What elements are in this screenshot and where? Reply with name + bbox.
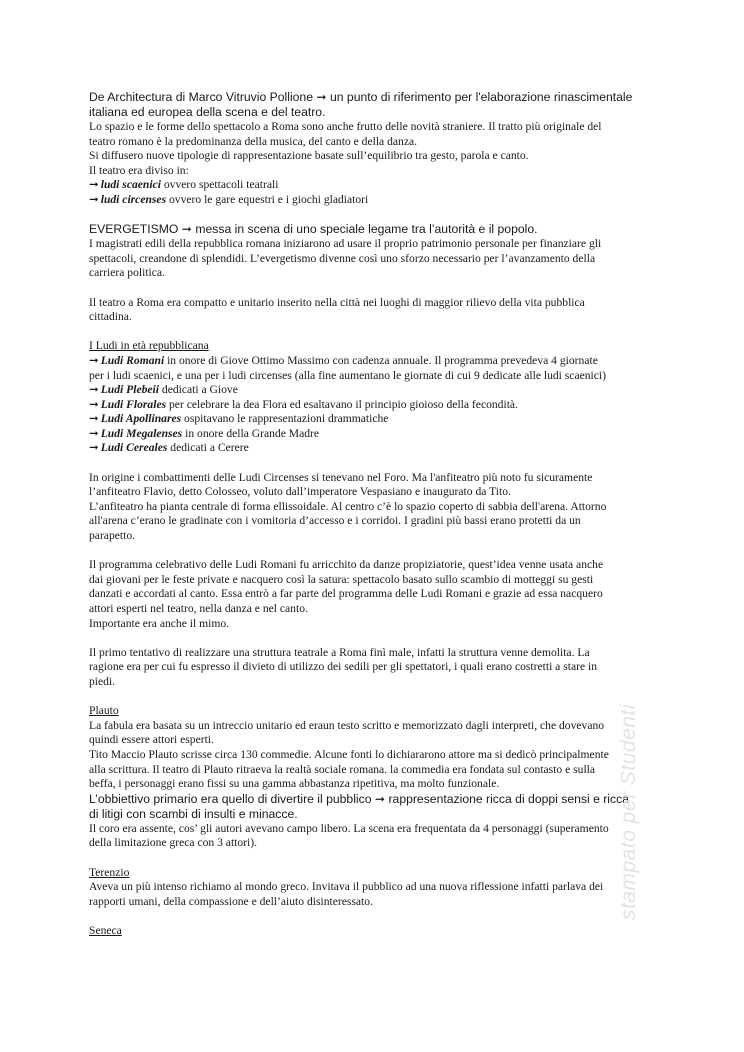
seneca-section xyxy=(89,924,657,939)
arrow-right-icon: ➞ xyxy=(89,397,99,411)
list-item: ➞ Ludi Romani in onore di Giove Ottimo Massimo con cadenza annuale. Il programma prevedeva 4 giornate xyxy=(89,353,598,367)
arrow-right-icon: ➞ xyxy=(89,178,99,192)
list-item: ➞ Ludi Plebeii dedicati a Giove xyxy=(89,383,238,397)
evergetismo-paragraph: I magistrati edili della repubblica romana iniziarono ad usare il proprio patrimonio personale per finanziare gli spettacoli, creandone di splendidi. L’evergetismo divenne così uno sforzo necessario per l’avanzamento della carriera politica. xyxy=(89,237,602,280)
list-item: ➞ Ludi Florales per celebrare la dea Flora ed esaltavano il principio gioioso della fecondità. xyxy=(89,397,518,411)
list-item: ➞ ludi circenses ovvero le gare equestri e i giochi gladiatori xyxy=(89,192,369,206)
section-heading: Terenzio xyxy=(89,865,130,879)
arrow-right-icon: ➞ xyxy=(89,383,99,397)
ludi-section: I Ludi in età repubblicana ➞ Ludi Romani in onore di Giove Ottimo Massimo con cadenza annuale. Il programma prevedeva 4 giornate per i ludi scaenici, e una per i ludi circenses (alla fine aumentano le giornate di cui 9 dedicate alle ludi scaenici) ➞ Ludi Plebeii dedicati a Giove ➞ Ludi Florales per celebrare la dea Flora ed esaltavano il principio gioioso della fecondità. ➞ Ludi Apollinares ospitavano le rappresentazioni drammatiche ➞ Ludi Megalenses in onore della Grande Madre ➞ Ludi Cereales dedicati a Cerere xyxy=(89,339,657,456)
arrow-right-icon: ➞ xyxy=(89,412,99,426)
section-heading: Plauto xyxy=(89,704,119,718)
section-heading: Seneca xyxy=(89,923,122,937)
programma-paragraph: Il programma celebrativo delle Ludi Romani fu arricchito da danze propiziatorie, quest’idea venne usata anche dai giovani per le feste private e nacquero così la satura: spettacolo basato sullo scambio di motteggi su gesti danzati e accordati al canto. Essa entrò a far parte del programma delle Ludi Romani e grazie ad essa nacquero attori esperti nel teatro, nella danza e nel canto. Importante era anche il mimo. xyxy=(89,558,604,630)
plauto-section: Plauto La fabula era basata su un intreccio unitario ed eraun testo scritto e memorizzato dagli interpreti, che dovevano quindi essere attori esperti. Tito Maccio Plauto scrisse circa 130 commedie. Alcune fonti lo dichiararono attore ma si dedicò principalmente alla scrittura. Il teatro di Plauto ritraeva la realtà sociale romana. la commedia era fondata sul contasto e sulla beffa, i personaggi erano fissi su una gamma abbastanza ripetitiva, ma molto funzionale. L’obbiettivo primario era quello di divertire il pubblico ➞ rappresentazione ricca di doppi sensi e ricca di litigi con scambi di insulti e minacce. Il coro era assente, cos’ gli autori avevano campo libero. La scena era frequentata da 4 personaggi (superamento della limitazione greca con 3 attori). xyxy=(89,704,657,851)
evergetismo-heading: EVERGETISMO ➞ messa in scena di uno speciale legame tra l’autorità e il popolo. xyxy=(89,222,538,237)
intro-heading: De Architectura di Marco Vitruvio Pollione ➞ un punto di riferimento per l'elaborazione rinascimentale italiana ed europea della scena e del teatro. xyxy=(89,90,633,119)
arrow-right-icon: ➞ xyxy=(89,192,99,206)
tentativo-paragraph: Il primo tentativo di realizzare una struttura teatrale a Roma finì male, infatti la struttura venne demolita. La ragione era per cui fu espresso il divieto di utilizzo dei sedili per gli spettatori, i quali erano costretti a stare in piedi. xyxy=(89,645,598,688)
list-item: ➞ Ludi Apollinares ospitavano le rappresentazioni drammatiche xyxy=(89,412,389,426)
arrow-right-icon: ➞ xyxy=(89,426,99,440)
terenzio-section: Terenzio Aveva un più intenso richiamo al mondo greco. Invitava il pubblico ad una nuova riflessione infatti parlava dei rapporti umani, della compassione e dell’aiuto disinteressato. xyxy=(89,866,657,910)
anfiteatro-paragraph: In origine i combattimenti delle Ludi Circenses si tenevano nel Foro. Ma l'anfiteatro più noto fu sicuramente l’anfiteatro Flavio, detto Colosseo, voluto dall’imperatore Vespasiano e inaugurato da Tito. L’anfiteatro ha pianta centrale di forma ellissoidale. Al centro c’è lo spazio coperto di sabbia dell'arena. Attorno all'arena c’erano le gradinate con i vomitoria d’accesso e i corridoi. I gradini più bassi erano protetti da un parapetto. xyxy=(89,470,607,543)
list-item: ➞ Ludi Megalenses in onore della Grande Madre xyxy=(89,426,320,440)
section-heading: I Ludi in età repubblicana xyxy=(89,339,209,353)
watermark: stampato per Studenti xyxy=(617,704,640,920)
arrow-right-icon: ➞ xyxy=(89,353,99,367)
arrow-right-icon: ➞ xyxy=(89,441,99,455)
document-page xyxy=(89,90,657,938)
intro-paragraph: Lo spazio e le forme dello spettacolo a Roma sono anche frutto delle novità straniere. Il tratto più originale del teatro romano è la predominanza della musica, del canto e della danza. Si diffusero nuove tipologie di rappresentazione basate sull’equilibrio tra gesto, parola e canto. Il teatro era diviso in: ➞ ludi scaenici ovvero spettacoli teatrali ➞ ludi circenses ovvero le gare equestri e i giochi gladiatori xyxy=(89,120,657,208)
teatro-paragraph: Il teatro a Roma era compatto e unitario inserito nella città nei luoghi di maggior rilievo della vita pubblica cittadina. xyxy=(89,295,585,324)
list-item: ➞ Ludi Cereales dedicati a Cerere xyxy=(89,441,249,455)
list-item: ➞ ludi scaenici ovvero spettacoli teatrali xyxy=(89,178,279,192)
